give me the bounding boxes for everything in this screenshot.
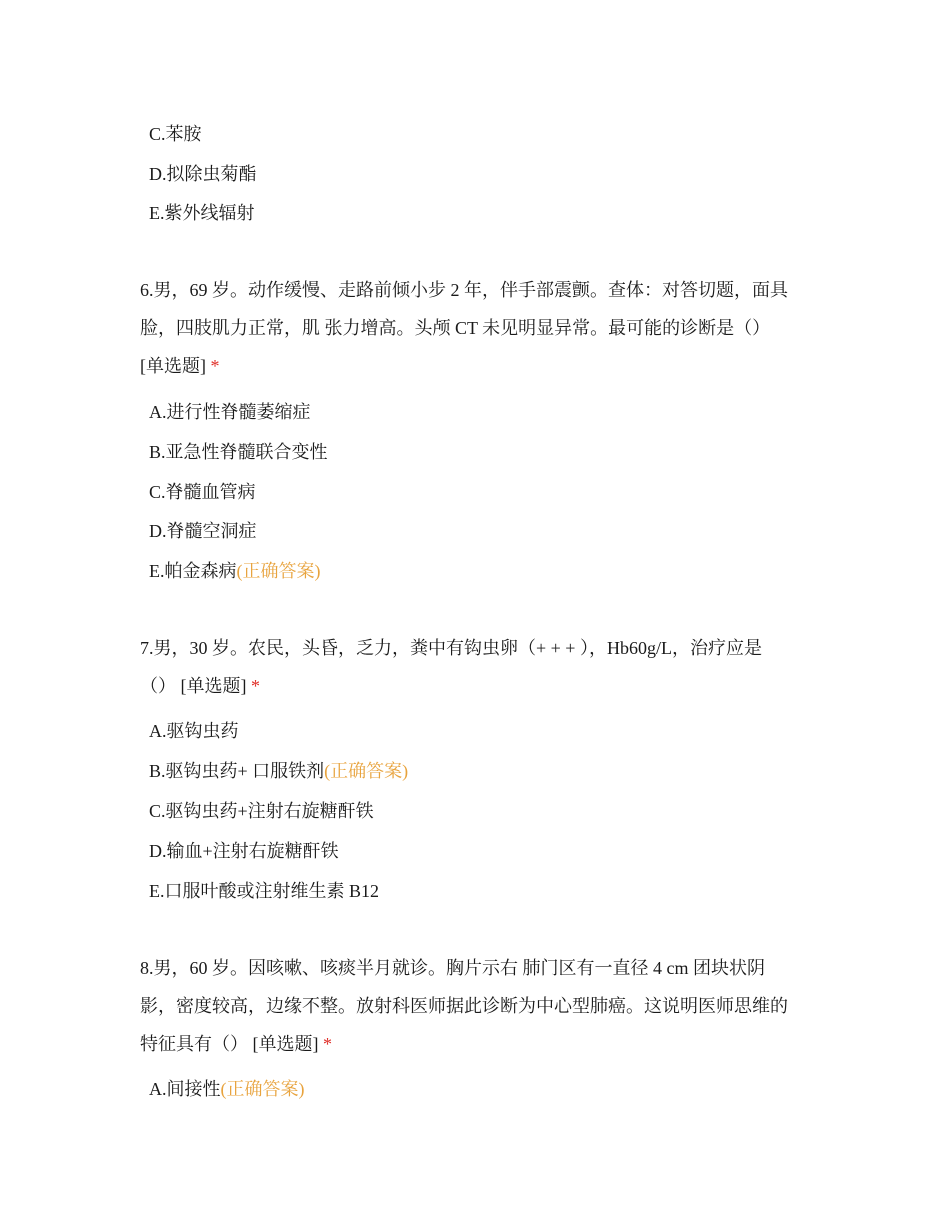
option-q5-e — [149, 201, 255, 225]
question-type-line — [140, 347, 820, 385]
option-label: E.帕金森病 — [149, 561, 237, 581]
option-q6-a — [149, 400, 311, 424]
option-q5-c — [149, 122, 202, 146]
question-8-stem — [140, 949, 820, 1063]
question-type-line — [140, 667, 820, 705]
option-label: D.输血+注射右旋糖酐铁 — [149, 841, 339, 861]
question-type: [单选题] — [140, 356, 206, 376]
correct-answer-tag: (正确答案) — [236, 561, 321, 581]
correct-answer-tag: (正确答案) — [324, 761, 409, 781]
option-label: C.脊髓血管病 — [149, 482, 256, 502]
option-label: D.脊髓空洞症 — [149, 521, 257, 541]
required-mark: * — [251, 676, 260, 696]
option-label: E.紫外线辐射 — [149, 203, 255, 223]
option-label: A.驱钩虫药 — [149, 721, 239, 741]
question-type: （） [单选题] — [140, 676, 247, 696]
option-label: A.间接性 — [149, 1079, 221, 1099]
option-q7-b — [149, 759, 408, 783]
option-label: B.驱钩虫药+ 口服铁剂 — [149, 761, 325, 781]
option-q6-c — [149, 480, 256, 504]
option-label: E.口服叶酸或注射维生素 B12 — [149, 881, 379, 901]
option-label: C.苯胺 — [149, 124, 202, 144]
option-q7-e — [149, 879, 379, 903]
option-q7-c — [149, 799, 374, 823]
question-type-line — [140, 1025, 820, 1063]
option-q7-a — [149, 719, 239, 743]
option-q5-d — [149, 162, 257, 186]
question-7-stem — [140, 629, 820, 705]
option-q8-a — [149, 1077, 305, 1101]
option-label: C.驱钩虫药+注射右旋糖酐铁 — [149, 801, 374, 821]
option-q7-d — [149, 839, 339, 863]
question-line: 脸，四肢肌力正常，肌 张力增高。头颅 CT 未见明显异常。最可能的诊断是（） — [140, 318, 771, 338]
option-q6-b — [149, 440, 328, 464]
required-mark: * — [323, 1034, 332, 1054]
option-q6-d — [149, 519, 257, 543]
question-line: 8.男，60 岁。因咳嗽、咳痰半月就诊。胸片示右 肺门区有一直径 4 cm 团块状阴 — [140, 958, 765, 978]
option-q6-e — [149, 559, 321, 583]
option-label: B.亚急性脊髓联合变性 — [149, 442, 328, 462]
option-label: A.进行性脊髓萎缩症 — [149, 402, 311, 422]
required-mark: * — [210, 356, 220, 376]
question-line: 7.男，30 岁。农民，头昏，乏力，粪中有钩虫卵（+ + + ），Hb60g/L，治疗应是 — [140, 638, 762, 658]
option-label: D.拟除虫菊酯 — [149, 164, 257, 184]
question-line: 6.男，69 岁。动作缓慢、走路前倾小步 2 年，伴手部震颤。查体：对答切题，面具 — [140, 280, 788, 300]
question-6-stem — [140, 271, 820, 385]
question-type: 特征具有（） [单选题] — [140, 1034, 319, 1054]
correct-answer-tag: (正确答案) — [220, 1079, 305, 1099]
question-line: 影，密度较高，边缘不整。放射科医师据此诊断为中心型肺癌。这说明医师思维的 — [140, 996, 788, 1016]
